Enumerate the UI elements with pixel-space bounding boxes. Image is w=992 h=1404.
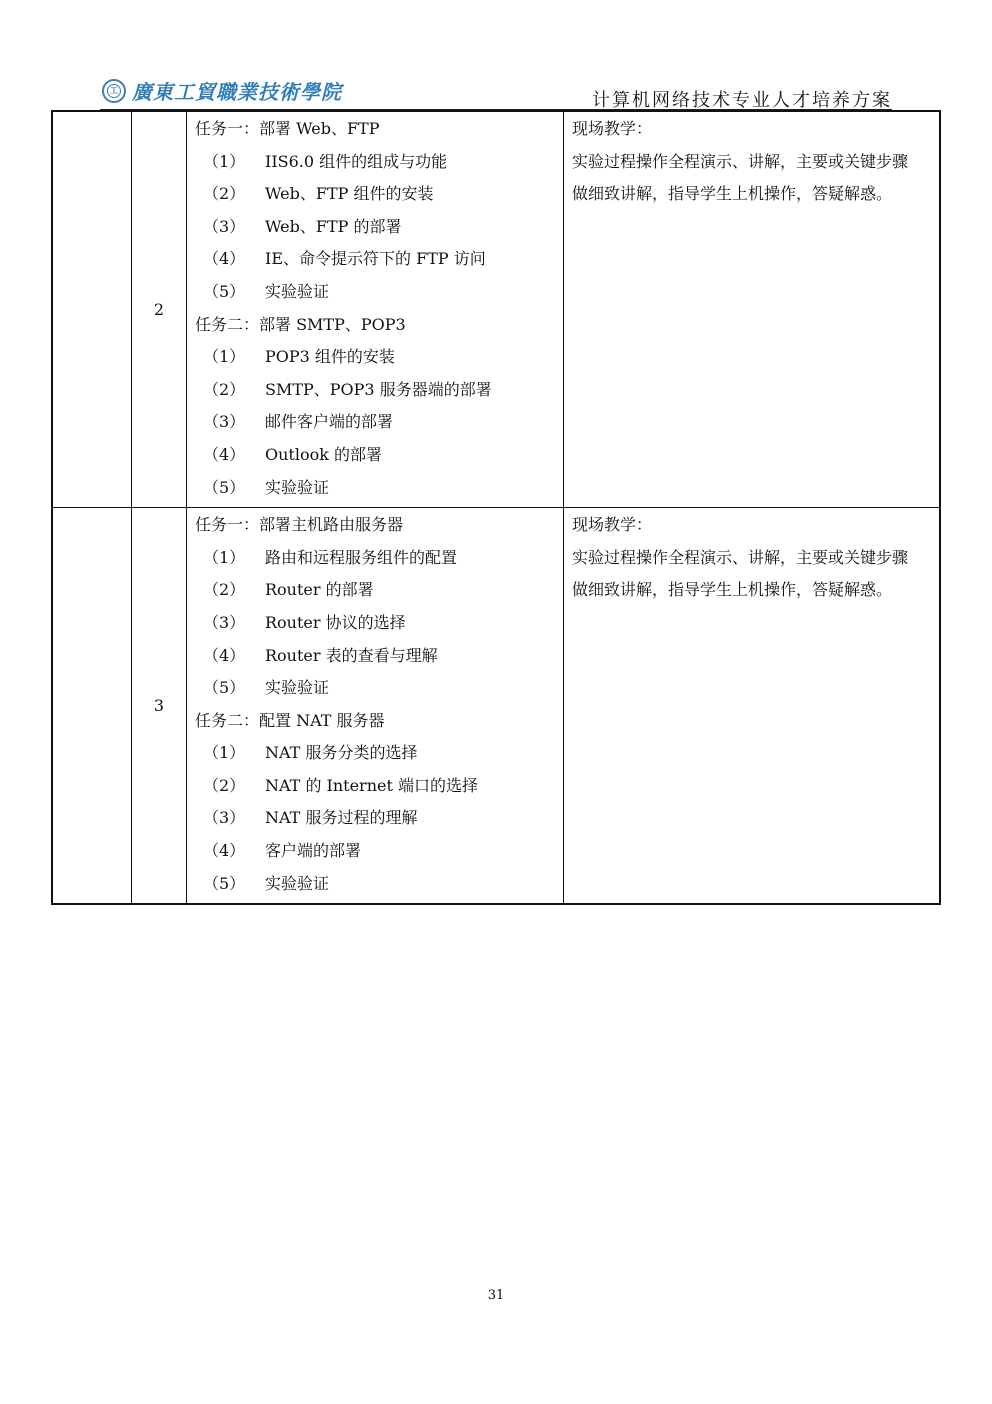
step-number: （5） (203, 873, 246, 893)
step-number: （4） (203, 249, 246, 269)
task-title: 任务二：部署 SMTP、POP3 (195, 314, 406, 334)
table-row (52, 111, 940, 508)
step-text: Web、FTP 组件的安装 (265, 184, 434, 204)
teaching-method-text: 现场教学： (572, 119, 653, 138)
task-step (195, 838, 563, 871)
step-number: （1） (203, 547, 246, 567)
step-number: （3） (203, 612, 246, 632)
task-step (195, 409, 563, 442)
step-number: （3） (203, 808, 246, 828)
task-title: 任务一：部署主机路由服务器 (195, 515, 404, 535)
step-number: （1） (203, 347, 246, 367)
task-step (195, 675, 563, 708)
step-number: （2） (203, 379, 246, 399)
page-number: 31 (487, 1288, 505, 1303)
task-step (195, 149, 563, 182)
teaching-method-text: 做细致讲解，指导学生上机操作，答疑解惑。 (572, 580, 893, 600)
step-text: Outlook 的部署 (265, 444, 383, 464)
school-logo (102, 76, 342, 105)
step-text: POP3 组件的安装 (265, 347, 395, 367)
module-cell (52, 111, 132, 508)
task-step (195, 246, 563, 279)
step-number: （4） (203, 444, 246, 464)
step-number: （1） (203, 151, 246, 171)
step-text: SMTP、POP3 服务器端的部署 (265, 379, 492, 399)
step-text: 客户端的部署 (265, 841, 362, 861)
task-step (195, 214, 563, 247)
task-step (195, 344, 563, 377)
teaching-method-text: 现场教学： (572, 515, 653, 535)
step-number: （2） (203, 184, 246, 204)
step-text: 实验验证 (265, 281, 330, 301)
unit-number-cell: 2 (132, 111, 187, 508)
step-number: （4） (203, 645, 246, 665)
task-step (195, 643, 563, 676)
step-text: 实验验证 (265, 678, 330, 698)
step-text: NAT 服务过程的理解 (265, 808, 418, 828)
step-text: Router 的部署 (265, 580, 374, 600)
step-number: （2） (203, 580, 246, 600)
step-number: （1） (203, 743, 246, 763)
school-name: 廣東工貿職業技術學院 (132, 80, 342, 104)
step-number: （3） (203, 216, 246, 236)
task-step (195, 740, 563, 773)
step-text: 路由和远程服务组件的配置 (265, 547, 458, 567)
step-number: （2） (203, 775, 246, 795)
step-text: 实验验证 (265, 477, 330, 497)
task-step (195, 442, 563, 475)
task-step (195, 279, 563, 312)
task-step (195, 773, 563, 806)
step-number: （5） (203, 281, 246, 301)
step-number: （5） (203, 477, 246, 497)
task-step (195, 610, 563, 643)
task-step (195, 181, 563, 214)
task-title: 任务二：配置 NAT 服务器 (195, 710, 385, 730)
step-number: （5） (203, 678, 246, 698)
table-row (52, 508, 940, 905)
teaching-method-text: 实验过程操作全程演示、讲解，主要或关键步骤 (572, 547, 909, 567)
task-step (195, 377, 563, 410)
school-seal-icon: 工 (102, 79, 126, 103)
task-step (195, 871, 563, 904)
step-text: 邮件客户端的部署 (265, 412, 394, 432)
task-step (195, 475, 563, 508)
page-header (100, 74, 892, 110)
module-cell (52, 508, 132, 905)
step-text: Router 表的查看与理解 (265, 645, 438, 665)
step-number: （3） (203, 412, 246, 432)
teaching-method-cell (564, 111, 941, 508)
teaching-method-cell (564, 508, 941, 905)
step-text: 实验验证 (265, 873, 330, 893)
teaching-method-text: 实验过程操作全程演示、讲解，主要或关键步骤 (572, 151, 909, 171)
task-step (195, 805, 563, 838)
unit-number-cell: 3 (132, 508, 187, 905)
step-text: Router 协议的选择 (265, 612, 406, 632)
step-text: IE、命令提示符下的 FTP 访问 (265, 249, 486, 269)
course-plan-table (51, 110, 941, 905)
step-text: Web、FTP 的部署 (265, 216, 402, 236)
teaching-method-text: 做细致讲解，指导学生上机操作，答疑解惑。 (572, 184, 893, 204)
step-text: IIS6.0 组件的组成与功能 (265, 151, 448, 171)
task-step (195, 545, 563, 578)
task-step (195, 577, 563, 610)
step-text: NAT 服务分类的选择 (265, 743, 418, 763)
document-title: 计算机网络技术专业人才培养方案 (592, 90, 892, 111)
step-number: （4） (203, 841, 246, 861)
task-content-cell (187, 508, 564, 905)
step-text: NAT 的 Internet 端口的选择 (265, 775, 478, 795)
task-title: 任务一：部署 Web、FTP (195, 119, 380, 138)
task-content-cell (187, 111, 564, 508)
